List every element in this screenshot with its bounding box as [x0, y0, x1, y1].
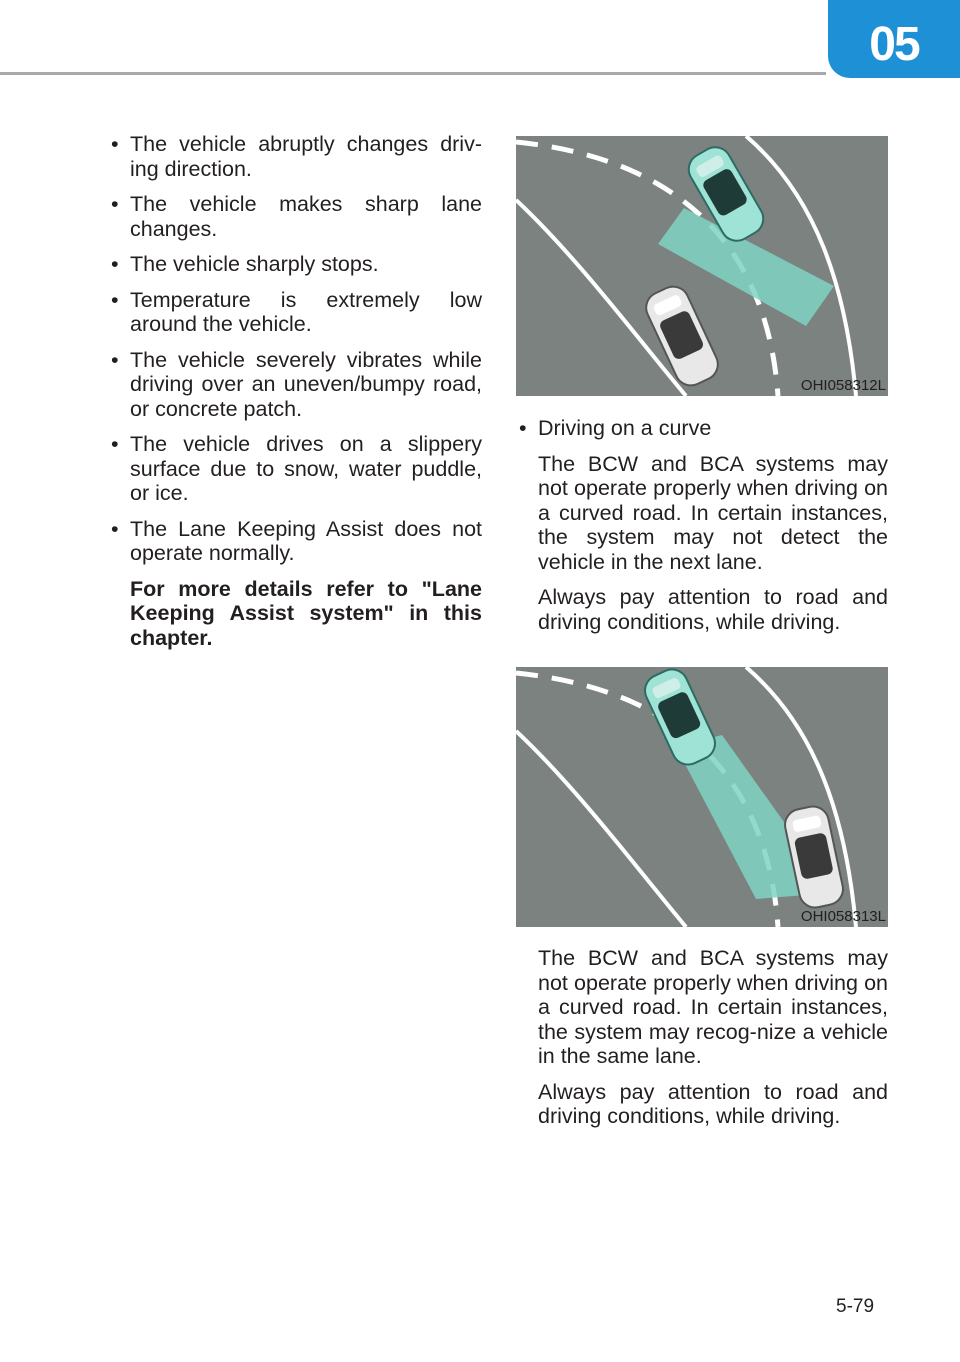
figure-curve-same-lane — [516, 667, 888, 927]
page-number: 5-79 — [836, 1296, 875, 1317]
right-column-lower — [516, 946, 888, 1140]
header-rule — [0, 72, 826, 75]
paragraph: Always pay attention to road and driving conditions, while driving. — [538, 1079, 888, 1128]
bullet-item: • The Lane Keeping Assist does not operate normally. — [108, 517, 482, 566]
paragraph: Always pay attention to road and driving conditions, while driving. — [538, 585, 888, 634]
right-column — [516, 416, 888, 645]
chapter-tab: 05 — [828, 0, 960, 78]
paragraph: The BCW and BCA systems may not operate properly when driving on a curved road. In certain instances, the system may recog-nize a vehicle in the same lane. — [538, 946, 888, 1068]
bullet-item: • The vehicle severely vibrates while driving over an uneven/bumpy road, or concrete patch. — [108, 348, 482, 422]
bullet-item: • Temperature is extremely low around the vehicle. — [108, 288, 482, 337]
left-column — [108, 132, 482, 661]
bullet-item: • The vehicle drives on a slippery surface due to snow, water puddle, or ice. — [108, 432, 482, 506]
bullet-item: • The vehicle makes sharp lane changes. — [108, 192, 482, 241]
paragraph: The BCW and BCA systems may not operate properly when driving on a curved road. In certain instances, the system may not detect the vehicle in the next lane. — [538, 451, 888, 574]
bullet-item: • The vehicle abruptly changes driv-ing direction. — [108, 132, 482, 181]
bullet-item: • The vehicle sharply stops. — [108, 252, 482, 277]
road-illustration — [516, 667, 888, 927]
figure-curve-next-lane — [516, 136, 888, 396]
road-illustration — [516, 136, 888, 396]
figure-caption: OHI058312L — [800, 377, 886, 394]
reference-note: For more details refer to "Lane Keeping Assist system" in this chapter. — [130, 576, 482, 650]
figure-caption: OHI058313L — [800, 908, 886, 925]
bullet-item: • Driving on a curve — [516, 416, 888, 441]
